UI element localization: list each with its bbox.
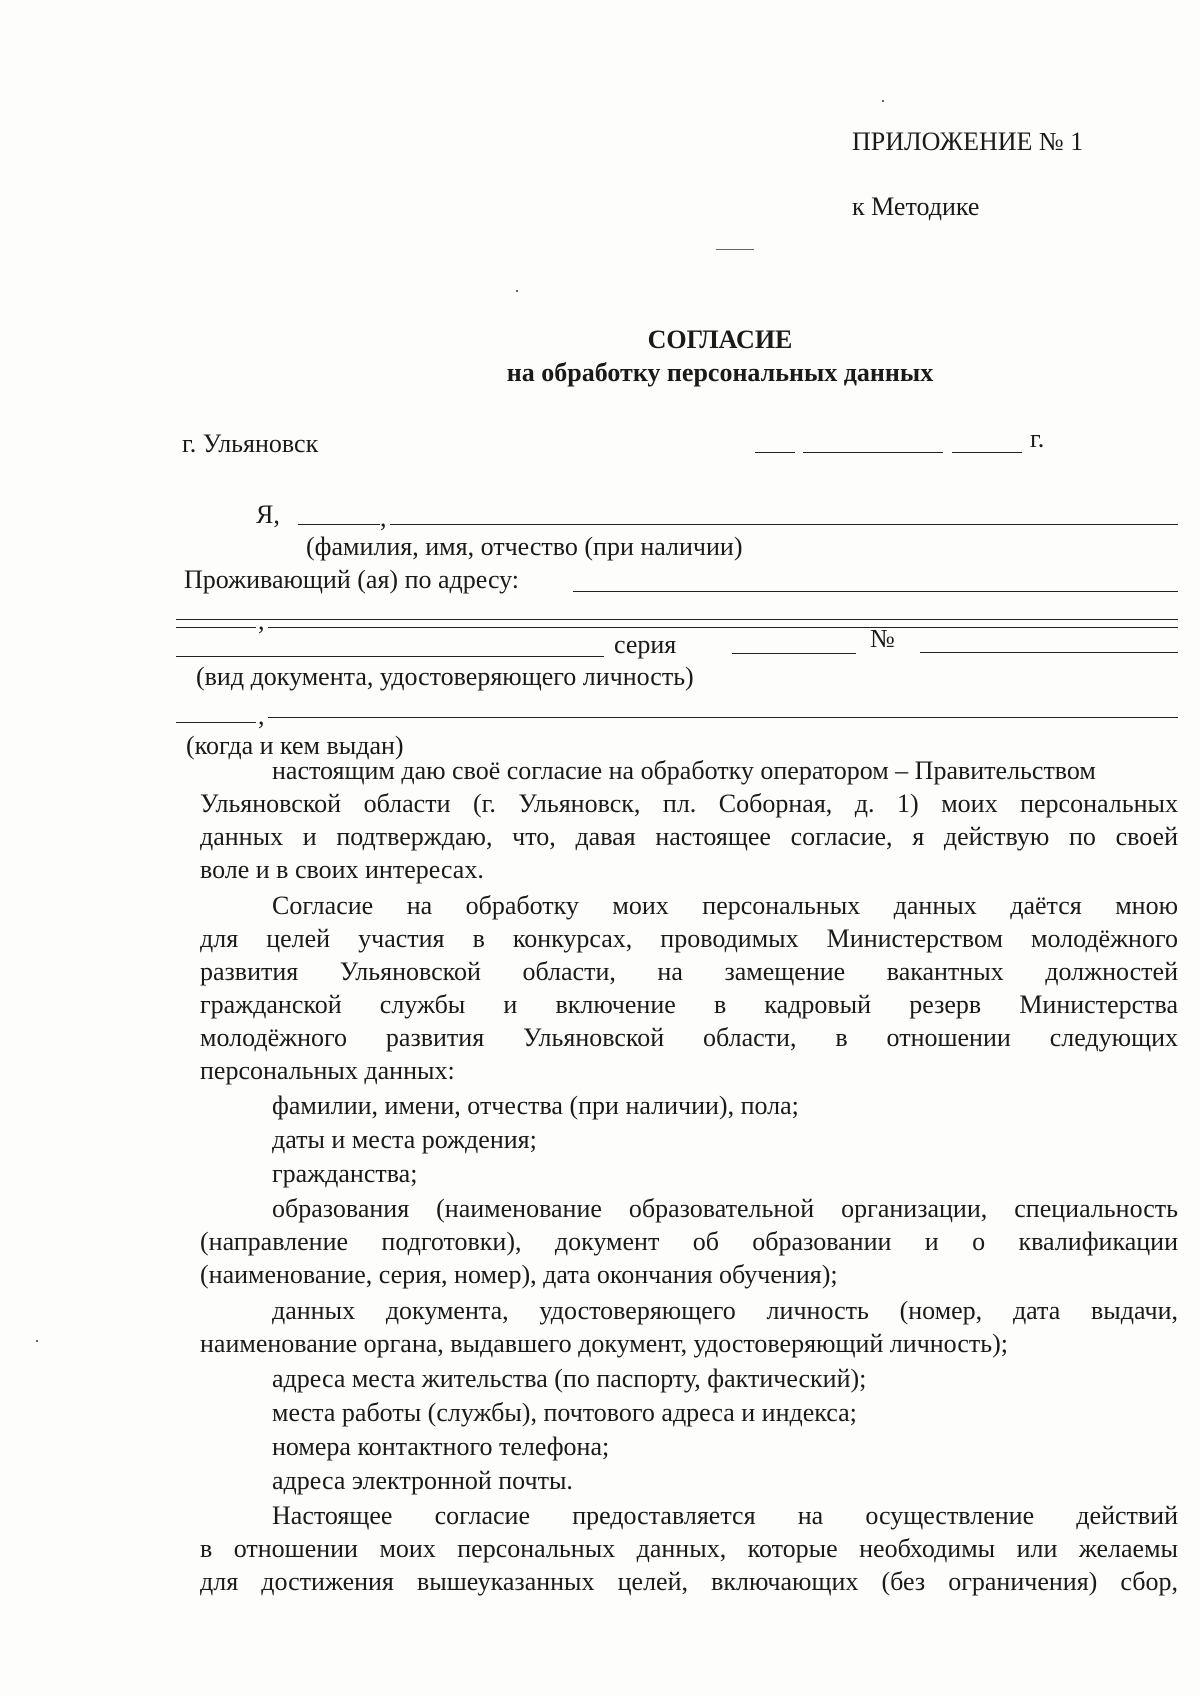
address-line-1[interactable] <box>573 591 1178 592</box>
series-line[interactable] <box>732 653 856 654</box>
para2-line: развития Ульяновской области, на замещение вакантных должностей <box>200 957 1178 986</box>
issued-hint: (когда и кем выдан) <box>186 731 404 760</box>
para1-line: настоящим даю своё согласие на обработку оператором – Правительством <box>272 756 1096 785</box>
list-item: номера контактного телефона; <box>272 1432 610 1461</box>
number-line[interactable] <box>920 652 1178 653</box>
date-day-line[interactable] <box>755 452 795 453</box>
fio-line-short[interactable] <box>298 524 380 525</box>
scan-speck <box>36 1340 38 1342</box>
issued-line-short[interactable] <box>176 722 256 723</box>
date-month-line[interactable] <box>803 452 943 453</box>
address-label: Проживающий (ая) по адресу: <box>184 565 520 594</box>
list-item: места работы (службы), почтового адреса и индекса; <box>272 1398 857 1427</box>
scan-speck <box>882 100 884 102</box>
para2-line: гражданской службы и включение в кадровый резерв Министерства <box>200 990 1178 1019</box>
address-line-3[interactable] <box>268 627 1178 628</box>
para1-line: воле и в своих интересах. <box>200 855 484 884</box>
year-suffix: г. <box>1030 424 1045 453</box>
fio-line[interactable] <box>390 524 1178 525</box>
education-line: образования (наименование образовательной организации, специальность <box>272 1194 1178 1223</box>
para2-line: для целей участия в конкурсах, проводимых Министерством молодёжного <box>200 924 1178 953</box>
education-line: (наименование, серия, номер), дата окончания обучения); <box>200 1260 838 1289</box>
para2-line: молодёжного развития Ульяновской области, в отношении следующих <box>200 1023 1178 1052</box>
to-method-label: к Методике <box>852 192 980 221</box>
list-item: фамилии, имени, отчества (при наличии), пола; <box>272 1091 799 1120</box>
para-last-line: для достижения вышеуказанных целей, включающих (без ограничения) сбор, <box>200 1567 1178 1596</box>
list-item: гражданства; <box>272 1159 418 1188</box>
fio-comma: , <box>380 503 387 532</box>
list-item: адреса места жительства (по паспорту, фактический); <box>272 1364 867 1393</box>
document-title: СОГЛАСИЕ <box>647 325 793 354</box>
number-label: № <box>870 624 895 653</box>
para1-line: данных и подтверждаю, что, давая настоящее согласие, я действую по своей <box>200 822 1178 851</box>
address-comma: , <box>258 606 265 635</box>
para2-line: персональных данных: <box>200 1056 455 1085</box>
series-label: серия <box>614 630 677 659</box>
city-label: г. Ульяновск <box>182 429 319 458</box>
fio-hint: (фамилия, имя, отчество (при наличии) <box>306 532 743 561</box>
appendix-number: ПРИЛОЖЕНИЕ № 1 <box>852 127 1084 156</box>
subtitle-wrap <box>0 356 1200 389</box>
issued-comma: , <box>258 701 265 730</box>
para1-line: Ульяновской области (г. Ульяновск, пл. Соборная, д. 1) моих персональных <box>200 789 1178 818</box>
document-subtitle: на обработку персональных данных <box>506 358 934 387</box>
scan-mark <box>716 249 754 250</box>
issued-line[interactable] <box>268 717 1178 718</box>
title-wrap <box>0 323 1200 356</box>
date-year-line[interactable] <box>952 452 1022 453</box>
address-line-2[interactable] <box>176 619 1178 620</box>
id-doc-line: наименование органа, выдавшего документ, удостоверяющий личность); <box>200 1329 1008 1358</box>
i-label: Я, <box>256 500 280 529</box>
para-last-line: в отношении моих персональных данных, которые необходимы или желаемы <box>200 1534 1178 1563</box>
doc-type-hint: (вид документа, удостоверяющего личность) <box>196 662 694 691</box>
address-line-3-short[interactable] <box>176 627 256 628</box>
para-last-line: Настоящее согласие предоставляется на осуществление действий <box>272 1501 1178 1530</box>
id-doc-line: данных документа, удостоверяющего личность (номер, дата выдачи, <box>272 1296 1178 1325</box>
education-line: (направление подготовки), документ об образовании и о квалификации <box>200 1227 1178 1256</box>
list-item: даты и места рождения; <box>272 1125 537 1154</box>
scan-speck <box>516 290 518 292</box>
list-item: адреса электронной почты. <box>272 1466 573 1495</box>
document-type-line[interactable] <box>176 656 604 657</box>
para2-line: Согласие на обработку моих персональных данных даётся мною <box>272 891 1178 920</box>
